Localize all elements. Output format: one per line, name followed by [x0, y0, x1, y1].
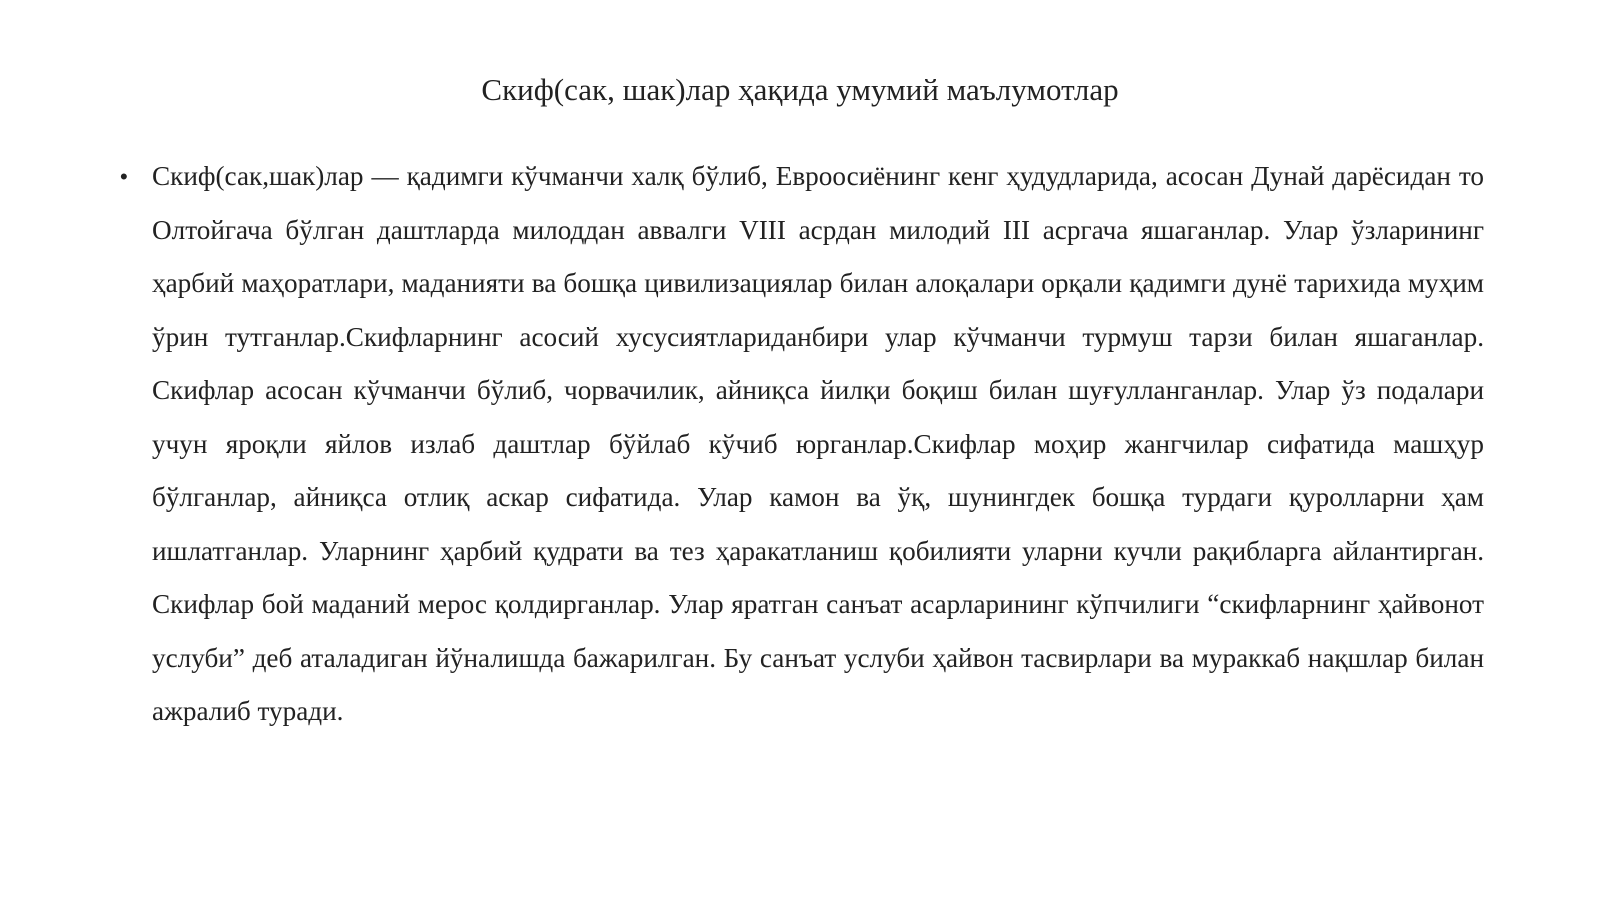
- bullet-text: Скиф(сак,шак)лар — қадимги кўчманчи халқ бўлиб, Евроосиёнинг кенг ҳудудларида, асосан Дунай дарёсидан то Олтойгача бўлган даштларда милоддан аввалги VIII асрдан милодий III асргача яшаганлар. Улар ўзларининг ҳарбий маҳоратлари, маданияти ва бошқа цивилизациялар билан алоқалари орқали қадимги дунё тарихида муҳим ўрин тутганлар.Скифларнинг асосий хусусиятлариданбири улар кўчманчи турмуш тарзи билан яшаганлар. Скифлар асосан кўчманчи бўлиб, чорвачилик, айниқса йилқи боқиш билан шуғулланганлар. Улар ўз подалари учун яроқли яйлов излаб даштлар бўйлаб кўчиб юрганлар.Скифлар моҳир жангчилар сифатида машҳур бўлганлар, айниқса отлиқ аскар сифатида. Улар камон ва ўқ, шунингдек бошқа турдаги қуролларни ҳам ишлатганлар. Уларнинг ҳарбий қудрати ва тез ҳаракатланиш қобилияти уларни кучли рақибларга айлантирган. Скифлар бой маданий мерос қолдирганлар. Улар яратган санъат асарларининг кўпчилиги “скифларнинг ҳайвонот услуби” деб аталадиган йўналишда бажарилган. Бу санъат услуби ҳайвон тасвирлари ва мураккаб нақшлар билан ажралиб туради.: [152, 161, 1484, 726]
- bullet-list: [116, 150, 1484, 739]
- slide-title: Скиф(сак, шак)лар ҳақида умумий маълумотлар: [481, 72, 1119, 107]
- bullet-item: [116, 150, 1484, 739]
- bullet-icon: •: [120, 164, 128, 189]
